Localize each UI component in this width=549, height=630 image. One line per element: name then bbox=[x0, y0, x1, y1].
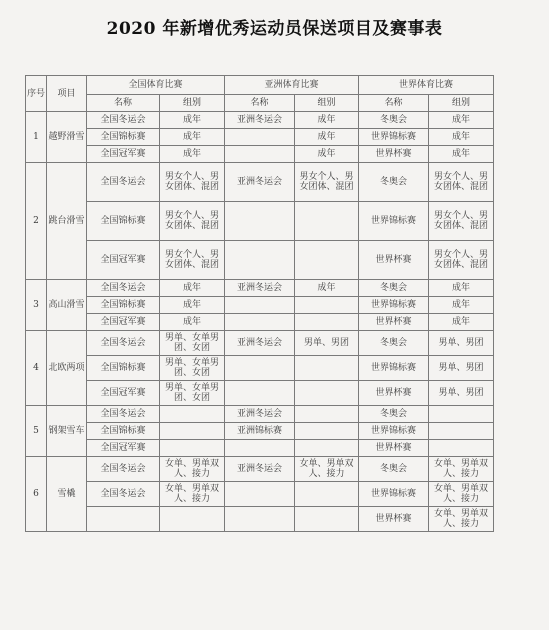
world-name-cell: 世界锦标赛 bbox=[359, 297, 429, 314]
asian-group-cell bbox=[295, 423, 359, 440]
header-group: 组别 bbox=[295, 95, 359, 112]
asian-group-cell: 成年 bbox=[295, 112, 359, 129]
world-name-cell: 世界杯赛 bbox=[359, 507, 429, 532]
national-group-cell: 成年 bbox=[160, 297, 225, 314]
national-name-cell: 全国冬运会 bbox=[87, 280, 160, 297]
world-name-cell: 冬奥会 bbox=[359, 112, 429, 129]
national-name-cell: 全国锦标赛 bbox=[87, 423, 160, 440]
world-group-cell: 男女个人、男女团体、混团 bbox=[429, 202, 494, 241]
world-name-cell: 世界锦标赛 bbox=[359, 482, 429, 507]
asian-name-cell: 亚洲冬运会 bbox=[225, 112, 295, 129]
world-name-cell: 冬奥会 bbox=[359, 280, 429, 297]
world-name-cell: 世界杯赛 bbox=[359, 241, 429, 280]
world-group-cell: 女单、男单双人、接力 bbox=[429, 507, 494, 532]
table-row bbox=[26, 112, 494, 129]
world-group-cell: 成年 bbox=[429, 129, 494, 146]
seq-cell: 3 bbox=[26, 280, 47, 331]
world-group-cell: 成年 bbox=[429, 297, 494, 314]
table-row bbox=[26, 356, 494, 381]
national-group-cell bbox=[160, 406, 225, 423]
subheader-row bbox=[26, 95, 494, 112]
table-row bbox=[26, 507, 494, 532]
asian-name-cell bbox=[225, 241, 295, 280]
national-group-cell: 成年 bbox=[160, 146, 225, 163]
asian-group-cell: 女单、男单双人、接力 bbox=[295, 457, 359, 482]
asian-group-cell bbox=[295, 241, 359, 280]
world-group-cell: 男女个人、男女团体、混团 bbox=[429, 241, 494, 280]
project-cell: 钢架雪车 bbox=[47, 406, 87, 457]
world-group-cell: 男单、男团 bbox=[429, 331, 494, 356]
national-group-cell: 男女个人、男女团体、混团 bbox=[160, 163, 225, 202]
national-name-cell: 全国锦标赛 bbox=[87, 297, 160, 314]
asian-name-cell bbox=[225, 507, 295, 532]
world-name-cell: 冬奥会 bbox=[359, 406, 429, 423]
national-name-cell: 全国冬运会 bbox=[87, 331, 160, 356]
table-row bbox=[26, 457, 494, 482]
header-name: 名称 bbox=[225, 95, 295, 112]
world-name-cell: 冬奥会 bbox=[359, 457, 429, 482]
national-group-cell: 成年 bbox=[160, 112, 225, 129]
national-group-cell: 男单、女单男团、女团 bbox=[160, 331, 225, 356]
header-asian: 亚洲体育比赛 bbox=[225, 76, 359, 95]
table-row bbox=[26, 241, 494, 280]
national-group-cell: 女单、男单双人、接力 bbox=[160, 457, 225, 482]
asian-group-cell bbox=[295, 297, 359, 314]
national-group-cell: 成年 bbox=[160, 280, 225, 297]
asian-group-cell bbox=[295, 507, 359, 532]
table-body bbox=[26, 76, 494, 532]
national-name-cell: 全国冬运会 bbox=[87, 406, 160, 423]
asian-group-cell bbox=[295, 314, 359, 331]
national-name-cell: 全国冠军赛 bbox=[87, 146, 160, 163]
seq-cell: 6 bbox=[26, 457, 47, 532]
asian-name-cell: 亚洲冬运会 bbox=[225, 406, 295, 423]
asian-group-cell: 成年 bbox=[295, 280, 359, 297]
page-title: 2020 年新增优秀运动员保送项目及赛事表 bbox=[106, 19, 443, 39]
asian-name-cell bbox=[225, 202, 295, 241]
asian-group-cell: 男单、男团 bbox=[295, 331, 359, 356]
header-seq: 序号 bbox=[26, 76, 47, 112]
table-row bbox=[26, 406, 494, 423]
world-group-cell: 女单、男单双人、接力 bbox=[429, 482, 494, 507]
header-world: 世界体育比赛 bbox=[359, 76, 494, 95]
project-cell: 北欧两项 bbox=[47, 331, 87, 406]
world-name-cell: 世界杯赛 bbox=[359, 314, 429, 331]
table-row bbox=[26, 331, 494, 356]
world-group-cell: 男单、男团 bbox=[429, 356, 494, 381]
national-name-cell: 全国冬运会 bbox=[87, 482, 160, 507]
events-table bbox=[25, 75, 494, 532]
asian-name-cell bbox=[225, 146, 295, 163]
national-name-cell: 全国冠军赛 bbox=[87, 241, 160, 280]
world-name-cell: 世界杯赛 bbox=[359, 440, 429, 457]
asian-group-cell bbox=[295, 406, 359, 423]
national-group-cell: 成年 bbox=[160, 314, 225, 331]
world-name-cell: 冬奥会 bbox=[359, 331, 429, 356]
asian-group-cell bbox=[295, 356, 359, 381]
national-group-cell: 女单、男单双人、接力 bbox=[160, 482, 225, 507]
asian-name-cell bbox=[225, 381, 295, 406]
asian-name-cell: 亚洲冬运会 bbox=[225, 457, 295, 482]
seq-cell: 4 bbox=[26, 331, 47, 406]
national-group-cell: 男单、女单男团、女团 bbox=[160, 381, 225, 406]
header-name: 名称 bbox=[87, 95, 160, 112]
asian-group-cell: 男女个人、男女团体、混团 bbox=[295, 163, 359, 202]
world-name-cell: 世界锦标赛 bbox=[359, 202, 429, 241]
national-name-cell: 全国冬运会 bbox=[87, 163, 160, 202]
table-row bbox=[26, 314, 494, 331]
asian-name-cell: 亚洲冬运会 bbox=[225, 331, 295, 356]
asian-name-cell bbox=[225, 297, 295, 314]
project-cell: 雪橇 bbox=[47, 457, 87, 532]
project-cell: 跳台滑雪 bbox=[47, 163, 87, 280]
table-row bbox=[26, 202, 494, 241]
national-name-cell: 全国冬运会 bbox=[87, 112, 160, 129]
asian-group-cell bbox=[295, 482, 359, 507]
national-name-cell: 全国冬运会 bbox=[87, 457, 160, 482]
table-row bbox=[26, 381, 494, 406]
table-row bbox=[26, 146, 494, 163]
world-group-cell: 男女个人、男女团体、混团 bbox=[429, 163, 494, 202]
asian-name-cell bbox=[225, 356, 295, 381]
national-group-cell bbox=[160, 423, 225, 440]
asian-name-cell: 亚洲锦标赛 bbox=[225, 423, 295, 440]
national-name-cell: 全国冠军赛 bbox=[87, 381, 160, 406]
national-group-cell bbox=[160, 507, 225, 532]
header-national: 全国体育比赛 bbox=[87, 76, 225, 95]
national-name-cell: 全国锦标赛 bbox=[87, 202, 160, 241]
asian-group-cell: 成年 bbox=[295, 146, 359, 163]
asian-name-cell bbox=[225, 440, 295, 457]
world-group-cell: 成年 bbox=[429, 146, 494, 163]
table-row bbox=[26, 129, 494, 146]
table-row bbox=[26, 440, 494, 457]
project-cell: 越野滑雪 bbox=[47, 112, 87, 163]
table-row bbox=[26, 280, 494, 297]
seq-cell: 1 bbox=[26, 112, 47, 163]
world-group-cell: 成年 bbox=[429, 112, 494, 129]
national-group-cell bbox=[160, 440, 225, 457]
world-group-cell bbox=[429, 423, 494, 440]
national-name-cell: 全国锦标赛 bbox=[87, 129, 160, 146]
project-cell: 高山滑雪 bbox=[47, 280, 87, 331]
header-row bbox=[26, 76, 494, 95]
national-group-cell: 男女个人、男女团体、混团 bbox=[160, 202, 225, 241]
table-row bbox=[26, 482, 494, 507]
asian-group-cell bbox=[295, 202, 359, 241]
asian-name-cell bbox=[225, 314, 295, 331]
seq-cell: 2 bbox=[26, 163, 47, 280]
seq-cell: 5 bbox=[26, 406, 47, 457]
world-name-cell: 世界锦标赛 bbox=[359, 356, 429, 381]
header-name: 名称 bbox=[359, 95, 429, 112]
asian-group-cell: 成年 bbox=[295, 129, 359, 146]
asian-name-cell bbox=[225, 129, 295, 146]
national-name-cell: 全国冠军赛 bbox=[87, 314, 160, 331]
world-name-cell: 世界锦标赛 bbox=[359, 129, 429, 146]
national-group-cell: 男女个人、男女团体、混团 bbox=[160, 241, 225, 280]
asian-group-cell bbox=[295, 440, 359, 457]
table-row bbox=[26, 297, 494, 314]
table-row bbox=[26, 423, 494, 440]
national-name-cell bbox=[87, 507, 160, 532]
table-row bbox=[26, 163, 494, 202]
header-group: 组别 bbox=[429, 95, 494, 112]
header-group: 组别 bbox=[160, 95, 225, 112]
world-name-cell: 世界杯赛 bbox=[359, 146, 429, 163]
world-name-cell: 世界杯赛 bbox=[359, 381, 429, 406]
world-group-cell bbox=[429, 406, 494, 423]
world-group-cell: 成年 bbox=[429, 280, 494, 297]
national-name-cell: 全国冠军赛 bbox=[87, 440, 160, 457]
world-group-cell: 成年 bbox=[429, 314, 494, 331]
national-group-cell: 男单、女单男团、女团 bbox=[160, 356, 225, 381]
world-group-cell bbox=[429, 440, 494, 457]
asian-group-cell bbox=[295, 381, 359, 406]
asian-name-cell: 亚洲冬运会 bbox=[225, 163, 295, 202]
world-group-cell: 男单、男团 bbox=[429, 381, 494, 406]
national-group-cell: 成年 bbox=[160, 129, 225, 146]
asian-name-cell bbox=[225, 482, 295, 507]
asian-name-cell: 亚洲冬运会 bbox=[225, 280, 295, 297]
world-group-cell: 女单、男单双人、接力 bbox=[429, 457, 494, 482]
world-name-cell: 世界锦标赛 bbox=[359, 423, 429, 440]
world-name-cell: 冬奥会 bbox=[359, 163, 429, 202]
header-project: 项目 bbox=[47, 76, 87, 112]
national-name-cell: 全国锦标赛 bbox=[87, 356, 160, 381]
